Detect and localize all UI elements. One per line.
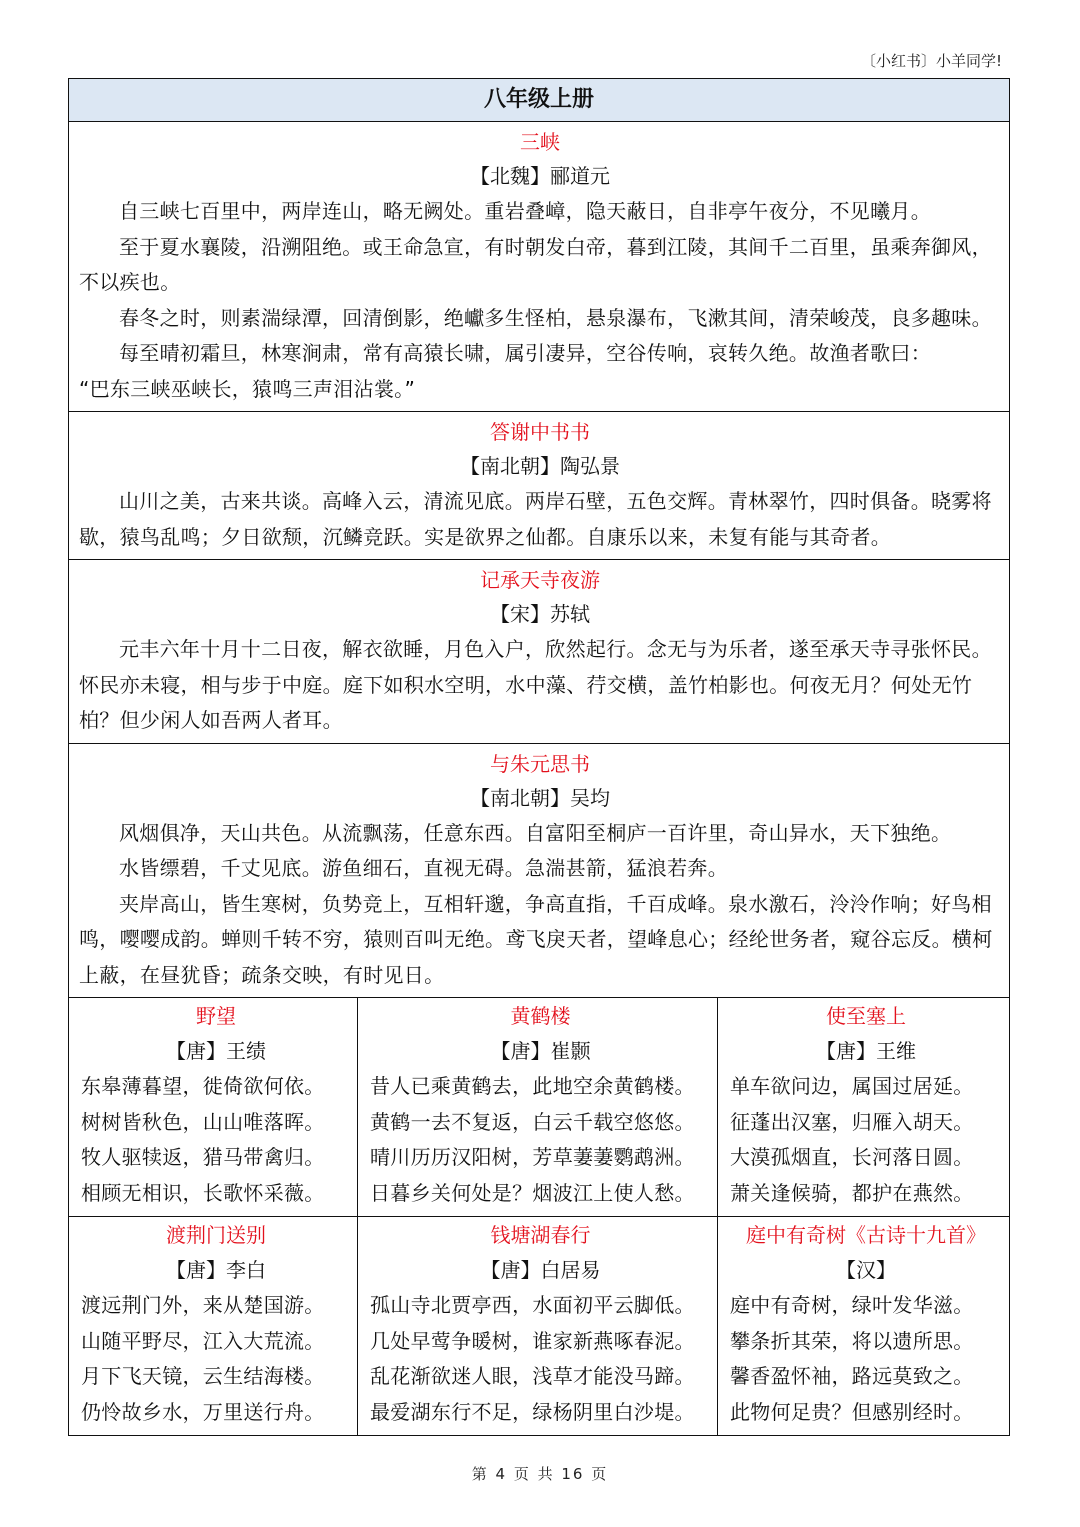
- poem-line: 相顾无相识，长歌怀采薇。: [81, 1181, 325, 1206]
- poem-author: 【唐】李白: [166, 1257, 266, 1282]
- poem-line: 昔人已乘黄鹤去，此地空余黄鹤楼。: [370, 1074, 695, 1098]
- poem-cell-shizhisaishang: [717, 998, 1008, 1216]
- poem-line: 攀条折其荣，将以遗所思。: [730, 1328, 974, 1353]
- poem-title: 庭中有奇树《古诗十九首》: [746, 1222, 986, 1247]
- poem-row: [69, 998, 1009, 1217]
- page-number: 第 4 页 共 16 页: [471, 1465, 609, 1483]
- poem-line: 乱花渐欲迷人眼，浅草才能没马蹄。: [370, 1364, 695, 1389]
- poem-title: 野望: [196, 1004, 236, 1028]
- poem-author: 【唐】王绩: [166, 1039, 266, 1063]
- prose-paragraph: 自三峡七百里中，两岸连山，略无阙处。重岩叠嶂，隐天蔽日，自非亭午夜分，不见曦月。: [119, 199, 931, 223]
- prose-paragraph: 夹岸高山，皆生寒树，负势竞上，互相轩邈，争高直指，千百成峰。泉水激石，泠泠作响；好鸟相鸣，嘤嘤成韵。蝉则千转不穷，猿则百叫无绝。鸢飞戾天者，望峰息心；经纶世务者，窥谷忘反。横柯上蔽，在昼犹昏；疏条交映，有时见日。: [79, 891, 993, 987]
- poem-title: 渡荆门送别: [166, 1222, 266, 1247]
- prose-title: 答谢中书书: [490, 420, 590, 444]
- poem-line: 渡远荆门外，来从楚国游。: [81, 1292, 325, 1317]
- poem-cell-huanghelou: [357, 998, 717, 1216]
- prose-paragraph: 风烟俱净，天山共色。从流飘荡，任意东西。自富阳至桐庐一百许里，奇山异水，天下独绝。: [119, 820, 952, 845]
- prose-section-chengtiansi: [69, 560, 1009, 744]
- prose-paragraph: 每至晴初霜旦，林寒涧肃，常有高猿长啸，属引凄异，空谷传响，哀转久绝。故渔者歌曰：: [119, 341, 931, 365]
- poem-author: 【唐】王维: [816, 1039, 916, 1063]
- prose-title: 与朱元思书: [490, 751, 590, 776]
- prose-paragraph: 山川之美，古来共谈。高峰入云，清流见底。两岸石壁，五色交辉。青林翠竹，四时俱备。晓雾将歇，猿鸟乱鸣；夕日欲颓，沉鳞竞跃。实是欲界之仙都。自康乐以来，未复有能与其奇者。: [79, 489, 992, 549]
- poem-line: 东皋薄暮望，徙倚欲何依。: [81, 1074, 325, 1098]
- header-note: 〔小红书〕小羊同学!: [860, 52, 1002, 70]
- poem-author: 【唐】白居易: [480, 1257, 601, 1282]
- poem-author: 【唐】崔颢: [490, 1039, 591, 1063]
- poem-line: 牧人驱犊返，猎马带禽归。: [81, 1145, 325, 1170]
- prose-section-sanxia: [69, 122, 1009, 412]
- poem-row: [69, 1217, 1009, 1435]
- prose-title: 三峡: [520, 130, 560, 154]
- poem-title: 钱塘湖春行: [490, 1222, 591, 1247]
- prose-author: 【南北朝】吴均: [470, 785, 610, 810]
- poem-line: 仍怜故乡水，万里送行舟。: [81, 1399, 325, 1424]
- poem-line: 萧关逢候骑，都护在燕然。: [730, 1181, 974, 1206]
- prose-paragraph: 春冬之时，则素湍绿潭，回清倒影，绝巘多生怪柏，悬泉瀑布，飞漱其间，清荣峻茂，良多趣味。: [119, 305, 992, 330]
- poem-line: 树树皆秋色，山山唯落晖。: [81, 1109, 325, 1134]
- poem-line: 馨香盈怀袖，路远莫致之。: [730, 1364, 974, 1389]
- poem-line: 山随平野尽，江入大荒流。: [81, 1328, 325, 1353]
- poem-title: 黄鹤楼: [510, 1004, 571, 1028]
- prose-paragraph: 至于夏水襄陵，沿溯阻绝。或王命急宣，有时朝发白帝，暮到江陵，其间千二百里，虽乘奔御风，不以疾也。: [79, 234, 992, 294]
- prose-paragraph-quote: “巴东三峡巫峡长，猿鸣三声泪沾裳。”: [79, 376, 416, 401]
- poem-line: 庭中有奇树，绿叶发华滋。: [730, 1292, 974, 1317]
- poem-line: 孤山寺北贾亭西，水面初平云脚低。: [370, 1292, 695, 1317]
- poem-line: 几处早莺争暖树，谁家新燕啄春泥。: [370, 1328, 695, 1353]
- prose-paragraph: 水皆缥碧，千丈见底。游鱼细石，直视无碍。急湍甚箭，猛浪若奔。: [119, 856, 728, 880]
- poem-line: 月下飞天镜，云生结海楼。: [81, 1364, 325, 1389]
- poem-line: 大漠孤烟直，长河落日圆。: [730, 1145, 974, 1170]
- poem-cell-dujingmen: [69, 1217, 357, 1435]
- poem-line: 晴川历历汉阳树，芳草萋萋鹦鹉洲。: [370, 1145, 695, 1170]
- poem-cell-qiantanghu: [357, 1217, 717, 1435]
- prose-author: 【北魏】郦道元: [470, 164, 610, 188]
- prose-title: 记承天寺夜游: [480, 568, 600, 592]
- poem-cell-yewang: [69, 998, 357, 1216]
- poem-line: 日暮乡关何处是？烟波江上使人愁。: [370, 1181, 695, 1206]
- prose-section-daxie: [69, 412, 1009, 560]
- content-table: [68, 78, 1010, 1436]
- prose-author: 【宋】苏轼: [490, 602, 590, 626]
- poem-cell-tingzhongyouqishu: [717, 1217, 1008, 1435]
- grade-title: 八年级上册: [69, 79, 1009, 122]
- poem-title: 使至塞上: [826, 1004, 906, 1028]
- prose-section-zhuyuansi: [69, 744, 1009, 999]
- poem-line: 黄鹤一去不复返，白云千载空悠悠。: [370, 1109, 695, 1134]
- prose-author: 【南北朝】陶弘景: [460, 454, 620, 478]
- poem-author: 【汉】: [836, 1257, 896, 1282]
- poem-line: 征蓬出汉塞，归雁入胡天。: [730, 1109, 974, 1134]
- prose-paragraph: 元丰六年十月十二日夜，解衣欲睡，月色入户，欣然起行。念无与为乐者，遂至承天寺寻张怀民。怀民亦未寝，相与步于中庭。庭下如积水空明，水中藻、荇交横，盖竹柏影也。何夜无月？何处无竹柏？但少闲人如吾两人者耳。: [79, 637, 992, 732]
- poem-line: 单车欲问边，属国过居延。: [730, 1074, 974, 1098]
- poem-line: 此物何足贵？但感别经时。: [730, 1399, 974, 1424]
- poem-line: 最爱湖东行不足，绿杨阴里白沙堤。: [370, 1399, 695, 1424]
